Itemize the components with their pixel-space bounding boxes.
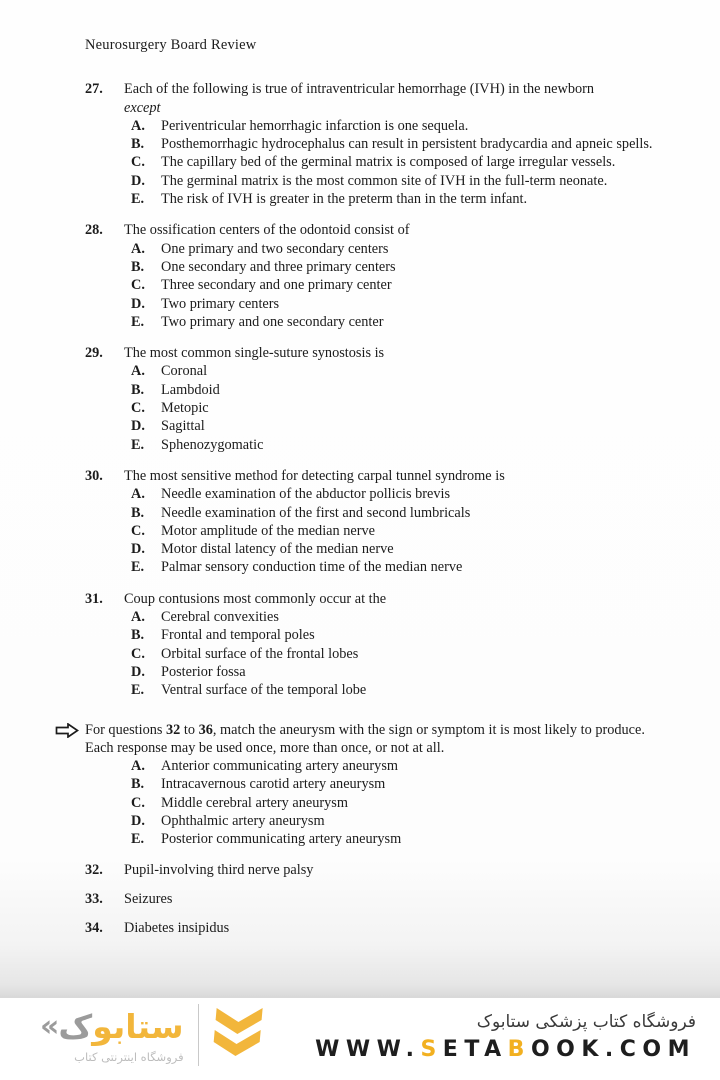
option-text: Palmar sensory conduction time of the median nerve <box>161 559 463 576</box>
option-letter: D. <box>131 418 145 435</box>
question-34 <box>85 919 672 937</box>
option-e <box>131 190 672 208</box>
option-b <box>131 135 672 153</box>
question-30 <box>85 467 672 577</box>
option-text: Needle examination of the first and second lumbricals <box>161 504 471 521</box>
option-letter: C. <box>131 645 145 662</box>
logo-subtitle: فروشگاه اینترنتی کتاب <box>74 1049 184 1064</box>
option-text: Coronal <box>161 363 208 380</box>
option-letter: C. <box>131 277 145 294</box>
option-letter: B. <box>131 136 145 153</box>
option-letter: E. <box>131 682 145 699</box>
option-letter: D. <box>131 172 145 189</box>
option-text: The capillary bed of the germinal matrix is composed of large irregular vessels. <box>161 154 616 171</box>
option-c <box>131 645 672 663</box>
option-text: Ophthalmic artery aneurysm <box>161 812 325 829</box>
option-b <box>131 775 672 793</box>
option-a <box>131 608 672 626</box>
option-letter: E. <box>131 831 145 848</box>
option-text: Orbital surface of the frontal lobes <box>161 645 359 662</box>
option-letter: A. <box>131 363 145 380</box>
question-31 <box>85 590 672 700</box>
option-text: Cerebral convexities <box>161 609 279 626</box>
option-a <box>131 240 672 258</box>
option-text: Intracavernous carotid artery aneurysm <box>161 776 386 793</box>
pointer-arrow-icon <box>55 723 79 738</box>
wordmark-yellow-letters: ستابو <box>92 1006 184 1046</box>
option-text: Needle examination of the abductor pollicis brevis <box>161 486 451 503</box>
question-number: 27. <box>85 81 103 98</box>
option-c <box>131 522 672 540</box>
question-33 <box>85 890 672 908</box>
logo-divider <box>198 1004 199 1066</box>
option-letter: A. <box>131 117 145 134</box>
option-letter: B. <box>131 627 145 644</box>
options-list <box>131 117 672 208</box>
question-28 <box>85 221 672 331</box>
option-letter: C. <box>131 522 145 539</box>
option-text: Middle cerebral artery aneurysm <box>161 794 348 811</box>
option-letter: A. <box>131 486 145 503</box>
option-b <box>131 626 672 644</box>
options-list <box>131 608 672 699</box>
option-a <box>131 362 672 380</box>
option-a <box>131 485 672 503</box>
option-text: Anterior communicating artery aneurysm <box>161 758 399 775</box>
option-text: Three secondary and one primary center <box>161 277 392 294</box>
instruction-bold-number: 36 <box>198 721 213 738</box>
website-url <box>315 1037 696 1062</box>
matching-instruction-block <box>85 721 672 849</box>
url-part: WWW. <box>315 1037 421 1062</box>
option-letter: E. <box>131 313 145 330</box>
question-number: 33. <box>85 890 103 907</box>
option-letter: E. <box>131 559 145 576</box>
question-stem-italic: except <box>124 99 161 116</box>
option-letter: A. <box>131 240 145 257</box>
option-text: One secondary and three primary centers <box>161 258 396 275</box>
option-letter: C. <box>131 400 145 417</box>
options-list <box>131 485 672 576</box>
option-letter: B. <box>131 258 145 275</box>
option-b <box>131 258 672 276</box>
wordmark-gray-letter: ک <box>58 1006 93 1046</box>
question-stem: Each of the following is true of intraventricular hemorrhage (IVH) in the newborn <box>124 81 595 98</box>
option-letter: D. <box>131 663 145 680</box>
question-body <box>124 80 672 208</box>
url-part: ETA <box>442 1037 508 1062</box>
option-text: Two primary and one secondary center <box>161 313 384 330</box>
option-letter: D. <box>131 812 145 829</box>
option-text: Motor amplitude of the median nerve <box>161 522 375 539</box>
option-c <box>131 153 672 171</box>
question-body <box>124 590 672 700</box>
option-c <box>131 794 672 812</box>
question-stem: Seizures <box>124 890 173 907</box>
running-header: Neurosurgery Board Review <box>85 37 257 53</box>
question-number: 31. <box>85 590 103 607</box>
question-stem: Pupil-involving third nerve palsy <box>124 861 314 878</box>
option-d <box>131 663 672 681</box>
question-body <box>124 344 672 454</box>
option-letter: A. <box>131 758 145 775</box>
option-letter: D. <box>131 295 145 312</box>
option-e <box>131 681 672 699</box>
option-text: Posterior fossa <box>161 663 246 680</box>
matching-instruction-text <box>85 721 655 758</box>
option-text: The germinal matrix is the most common site of IVH in the full-term neonate. <box>161 172 608 189</box>
url-accent-letter: S <box>420 1037 443 1062</box>
option-text: One primary and two secondary centers <box>161 240 389 257</box>
option-text: Two primary centers <box>161 295 280 312</box>
option-letter: D. <box>131 541 145 558</box>
option-letter: B. <box>131 504 145 521</box>
option-a <box>131 757 672 775</box>
options-list <box>131 362 672 453</box>
question-stem: The most common single-suture synostosis is <box>124 345 385 362</box>
question-27 <box>85 80 672 208</box>
option-e <box>131 313 672 331</box>
option-e <box>131 830 672 848</box>
option-letter: A. <box>131 609 145 626</box>
question-stem: Diabetes insipidus <box>124 920 230 937</box>
option-d <box>131 812 672 830</box>
option-text: The risk of IVH is greater in the preterm than in the term infant. <box>161 191 528 208</box>
option-letter: B. <box>131 776 145 793</box>
option-letter: B. <box>131 381 145 398</box>
option-text: Posthemorrhagic hydrocephalus can result in persistent bradycardia and apneic spells. <box>161 136 653 153</box>
option-e <box>131 558 672 576</box>
question-body <box>124 221 672 331</box>
option-text: Sagittal <box>161 418 205 435</box>
instruction-part: , match the aneurysm with the sign or symptom it is most likely to produce. Each response may be used once, more than once, or not at all. <box>85 721 645 756</box>
option-text: Sphenozygomatic <box>161 436 264 453</box>
option-d <box>131 540 672 558</box>
option-c <box>131 399 672 417</box>
option-text: Metopic <box>161 400 209 417</box>
logo-wordmark-column <box>40 1007 184 1064</box>
option-letter: C. <box>131 794 145 811</box>
option-d <box>131 417 672 435</box>
question-number: 29. <box>85 345 103 362</box>
logo-wordmark <box>40 1007 184 1047</box>
question-number: 34. <box>85 920 103 937</box>
option-d <box>131 295 672 313</box>
option-letter: E. <box>131 436 145 453</box>
option-text: Posterior communicating artery aneurysm <box>161 831 402 848</box>
option-text: Frontal and temporal poles <box>161 627 315 644</box>
url-part: OOK.COM <box>530 1037 696 1062</box>
option-text: Ventral surface of the temporal lobe <box>161 682 367 699</box>
question-32 <box>85 861 672 879</box>
option-b <box>131 504 672 522</box>
store-name-persian: فروشگاه کتاب پزشکی ستابوک <box>476 1012 696 1032</box>
option-a <box>131 117 672 135</box>
option-letter: C. <box>131 154 145 171</box>
options-list <box>131 240 672 331</box>
instruction-bold-number: 32 <box>166 721 181 738</box>
double-chevron-icon <box>209 1004 267 1066</box>
option-letter: E. <box>131 191 145 208</box>
option-d <box>131 172 672 190</box>
question-number: 32. <box>85 861 103 878</box>
question-stem: Coup contusions most commonly occur at the <box>124 590 387 607</box>
matching-options-list <box>131 757 672 848</box>
instruction-part: to <box>180 721 199 738</box>
option-c <box>131 276 672 294</box>
instruction-part: For questions <box>85 721 167 738</box>
option-b <box>131 381 672 399</box>
question-body <box>124 467 672 577</box>
question-stem: The most sensitive method for detecting carpal tunnel syndrome is <box>124 467 505 484</box>
option-text: Lambdoid <box>161 381 220 398</box>
bookstore-footer-banner <box>0 998 720 1080</box>
option-text: Motor distal latency of the median nerve <box>161 541 394 558</box>
guillemet-mark: « <box>40 1008 57 1044</box>
question-stem: The ossification centers of the odontoid consist of <box>124 222 410 239</box>
option-text: Periventricular hemorrhagic infarction is one sequela. <box>161 117 469 134</box>
question-29 <box>85 344 672 454</box>
setabook-logo <box>40 1004 267 1066</box>
footer-right-text <box>315 1010 696 1062</box>
option-e <box>131 436 672 454</box>
question-number: 28. <box>85 222 103 239</box>
question-number: 30. <box>85 467 103 484</box>
url-accent-letter: B <box>507 1037 531 1062</box>
